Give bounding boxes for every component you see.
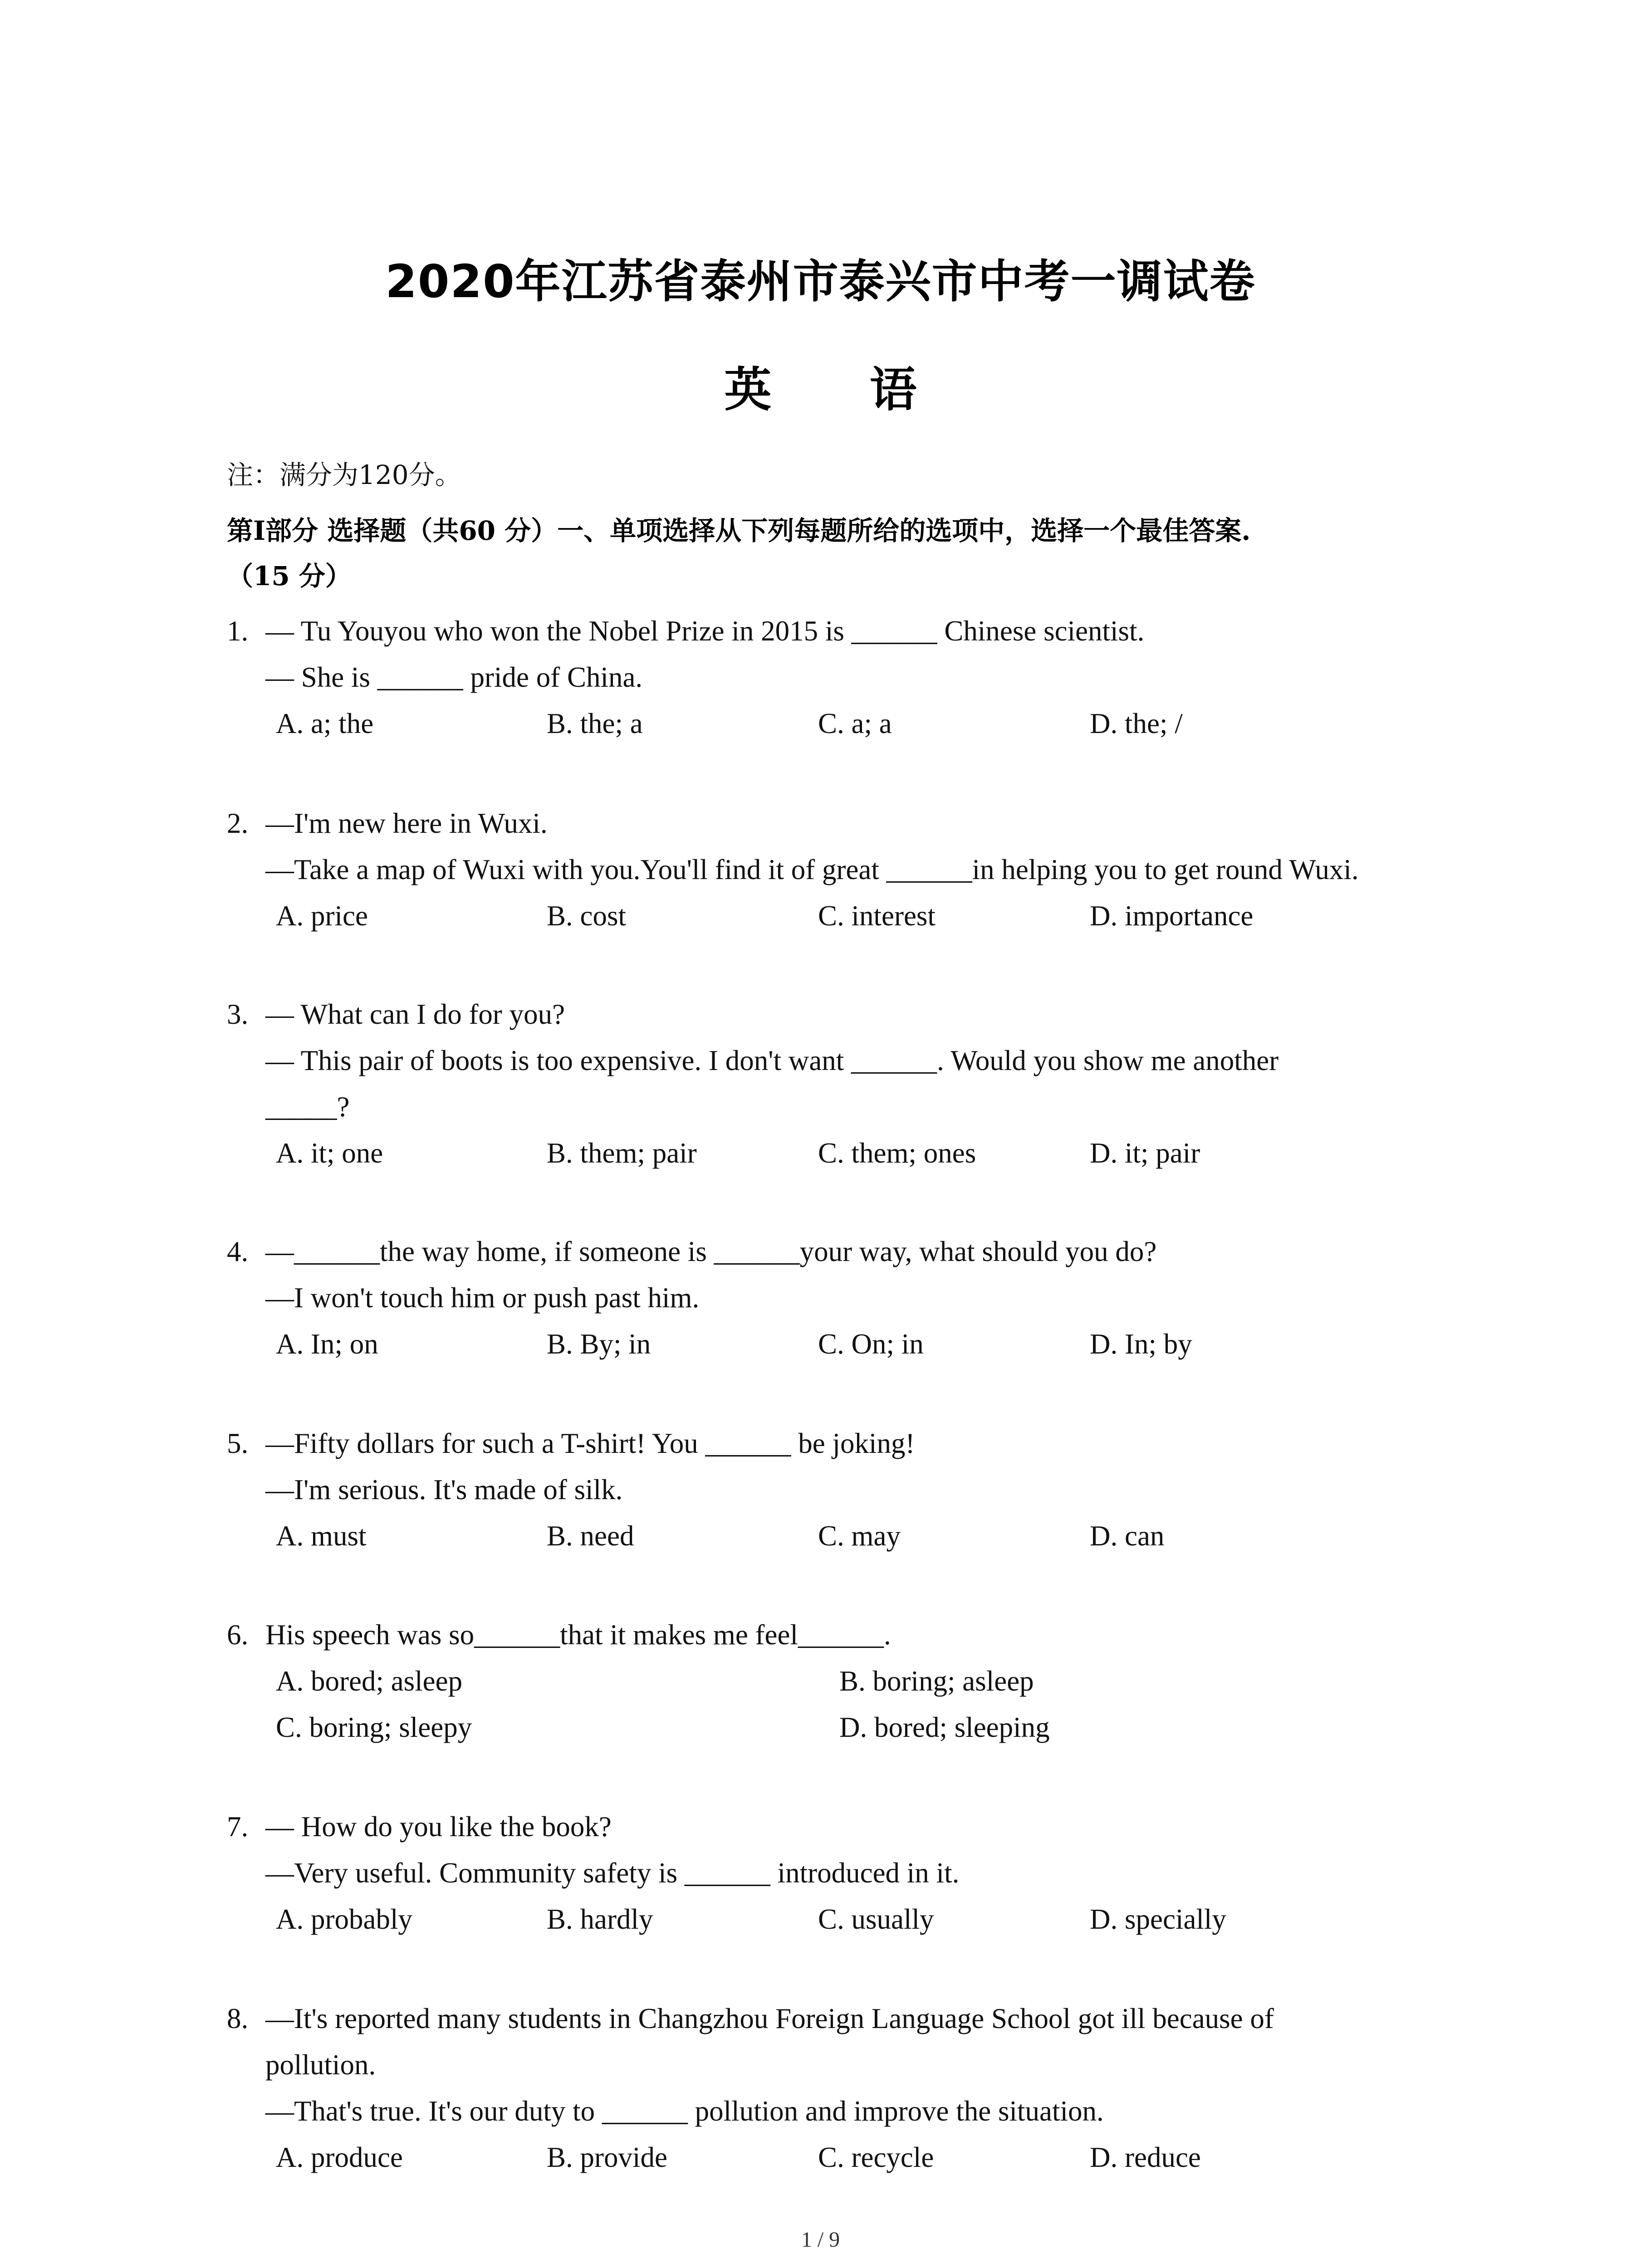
option-a: A. probably (276, 1903, 412, 1935)
question-7 (227, 1804, 1479, 1942)
option-a: A. must (276, 1520, 367, 1552)
option-d: D. bored; sleeping (839, 1711, 1050, 1743)
question-line (227, 1037, 1479, 1084)
option-a: A. In; on (276, 1328, 378, 1360)
question-text: His speech was so______that it makes me feel______. (265, 1619, 891, 1651)
question-text: —Fifty dollars for such a T-shirt! You ______ be joking! (265, 1427, 915, 1459)
options-row (227, 1896, 1479, 1942)
question-text: —It's reported many students in Changzhou Foreign Language School got ill because of (265, 2003, 1274, 2034)
question-number: 5. (227, 1427, 249, 1459)
page-number: 1 / 9 (801, 2228, 840, 2252)
question-line (227, 608, 1479, 654)
question-8 (227, 1995, 1479, 2180)
question-line (227, 1804, 1479, 1850)
options-row (227, 1321, 1479, 1367)
option-c: C. recycle (818, 2141, 934, 2173)
option-d: D. can (1090, 1520, 1165, 1552)
option-c: C. them; ones (818, 1137, 976, 1169)
question-line (227, 1275, 1479, 1321)
options-row (227, 1658, 1479, 1704)
question-line (227, 846, 1479, 893)
question-text: — How do you like the book? (265, 1811, 612, 1843)
question-line (227, 1084, 1479, 1130)
options-row (227, 1513, 1479, 1559)
score-note: 注：满分为120分。 (227, 459, 461, 490)
section-heading (227, 508, 1452, 599)
question-5 (227, 1420, 1479, 1559)
section-heading-line-2: （15 分） (227, 561, 352, 591)
option-c: C. boring; sleepy (276, 1711, 472, 1743)
question-line (227, 2088, 1479, 2134)
question-line (227, 1612, 1479, 1658)
question-text: pollution. (265, 2049, 376, 2081)
question-text: —______the way home, if someone is ______your way, what should you do? (265, 1236, 1157, 1267)
question-1 (227, 608, 1479, 747)
option-a: A. a; the (276, 708, 374, 739)
question-line (227, 800, 1479, 846)
question-text: —That's true. It's our duty to ______ pollution and improve the situation. (265, 2095, 1104, 2127)
question-3 (227, 991, 1479, 1176)
options-row (227, 893, 1479, 939)
question-number: 4. (227, 1236, 249, 1267)
option-a: A. price (276, 900, 368, 932)
option-b: B. hardly (547, 1903, 653, 1935)
option-c: C. may (818, 1520, 901, 1552)
question-number: 2. (227, 807, 249, 839)
option-a: A. produce (276, 2141, 403, 2173)
option-c: C. interest (818, 900, 936, 932)
question-text: — What can I do for you? (265, 998, 565, 1030)
question-line (227, 1995, 1479, 2042)
question-number: 8. (227, 2003, 249, 2034)
exam-title: 2020年江苏省泰州市泰兴市中考一调试卷 (385, 255, 1256, 308)
options-row (227, 1130, 1479, 1176)
option-b: B. the; a (547, 708, 643, 739)
question-line (227, 1228, 1479, 1275)
option-d: D. In; by (1090, 1328, 1192, 1360)
option-b: B. By; in (547, 1328, 651, 1360)
options-row (227, 1704, 1479, 1750)
question-number: 6. (227, 1619, 249, 1651)
options-row (227, 2134, 1479, 2180)
option-a: A. it; one (276, 1137, 383, 1169)
option-d: D. specially (1090, 1903, 1226, 1935)
question-text: —Very useful. Community safety is ______ introduced in it. (265, 1857, 960, 1889)
option-b: B. provide (547, 2141, 667, 2173)
options-row (227, 700, 1479, 747)
option-d: D. it; pair (1090, 1137, 1200, 1169)
question-text: —I'm serious. It's made of silk. (265, 1474, 623, 1505)
question-text: — She is ______ pride of China. (265, 661, 643, 693)
question-line (227, 1420, 1479, 1466)
option-b: B. boring; asleep (839, 1665, 1034, 1697)
question-text: — Tu Youyou who won the Nobel Prize in 2015 is ______ Chinese scientist. (265, 615, 1145, 647)
option-b: B. them; pair (547, 1137, 697, 1169)
question-text: —I'm new here in Wuxi. (265, 807, 548, 839)
option-d: D. importance (1090, 900, 1254, 932)
question-text: — This pair of boots is too expensive. I don't want ______. Would you show me another (265, 1045, 1279, 1076)
option-d: D. the; / (1090, 708, 1183, 739)
option-d: D. reduce (1090, 2141, 1201, 2173)
question-text: —I won't touch him or push past him. (265, 1282, 700, 1314)
question-line (227, 1850, 1479, 1896)
question-line (227, 2042, 1479, 2088)
option-c: C. usually (818, 1903, 934, 1935)
option-c: C. a; a (818, 708, 892, 739)
question-line (227, 1466, 1479, 1513)
question-line (227, 654, 1479, 700)
question-text: _____? (265, 1091, 350, 1123)
question-number: 1. (227, 615, 249, 647)
question-2 (227, 800, 1479, 939)
option-b: B. cost (547, 900, 627, 932)
exam-subject: 英 语 (724, 362, 958, 417)
option-b: B. need (547, 1520, 634, 1552)
question-line (227, 991, 1479, 1037)
question-number: 7. (227, 1811, 249, 1843)
question-6 (227, 1612, 1479, 1750)
section-heading-line-1: 第Ⅰ部分 选择题（共60 分）一、单项选择从下列每题所给的选项中，选择一个最佳答案. (227, 515, 1251, 546)
question-4 (227, 1228, 1479, 1367)
option-a: A. bored; asleep (276, 1665, 463, 1697)
option-c: C. On; in (818, 1328, 924, 1360)
question-number: 3. (227, 998, 249, 1030)
question-text: —Take a map of Wuxi with you.You'll find it of great ______in helping you to get round Wuxi. (265, 854, 1359, 885)
